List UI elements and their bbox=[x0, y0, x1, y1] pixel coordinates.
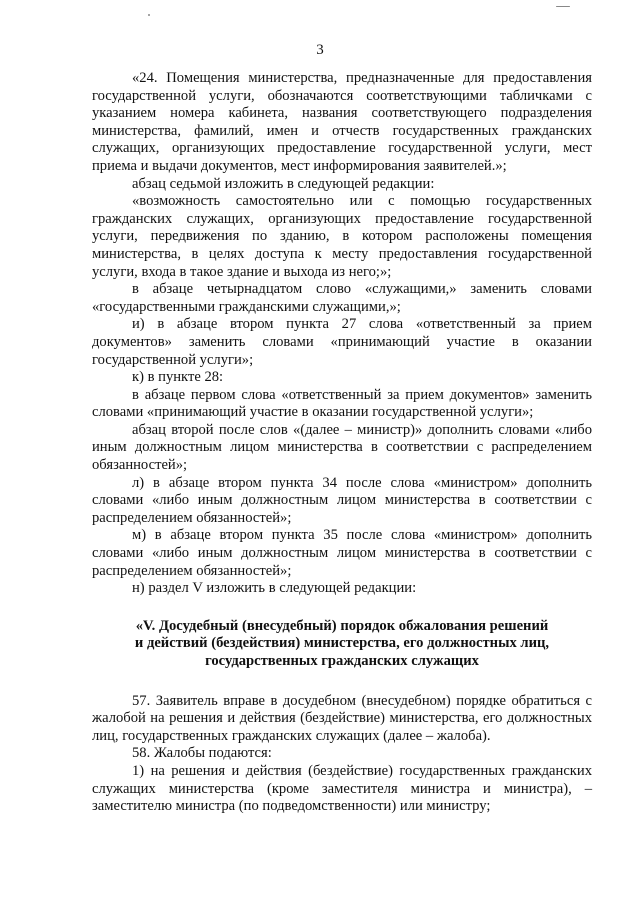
paragraph-57: 57. Заявитель вправе в досудебном (внесудебном) порядке обратиться с жалобой на решения и действия (бездействие) министерства, его должностных лиц, государственных гражданских служащих (далее – жалоба). bbox=[92, 692, 592, 744]
paragraph-item-n: н) раздел V изложить в следующей редакции: bbox=[132, 580, 417, 597]
paragraph-item-i: и) в абзаце втором пункта 27 слова «ответственный за прием документов» заменить словами «принимающий участие в оказании государственной услуги»; bbox=[92, 316, 592, 368]
paragraph-58-1: 1) на решения и действия (бездействие) государственных гражданских служащих министерства (кроме заместителя министра и министра), – заместителю министра (по подведомственности) или министру; bbox=[92, 762, 592, 815]
paragraph-item-k: к) в пункте 28: bbox=[132, 369, 224, 386]
section-heading-line: государственных гражданских служащих bbox=[205, 653, 479, 669]
paragraph-58: 58. Жалобы подаются: bbox=[132, 745, 272, 762]
section-heading-line: «V. Досудебный (внесудебный) порядок обжалования решений bbox=[135, 617, 549, 634]
section-heading-line: и действий (бездействия) министерства, его должностных лиц, bbox=[134, 635, 550, 652]
page-number: 3 bbox=[316, 42, 324, 58]
paragraph-accessibility: «возможность самостоятельно или с помощью государственных гражданских служащих, организующих предоставление государственной услуги, передвижения по зданию, в котором расположены помещения министерства, в целях доступа к месту предоставления государственной услуги, входа в такое здание и выхода из него;»; bbox=[92, 193, 592, 280]
section-heading bbox=[92, 618, 592, 671]
paragraph-24: «24. Помещения министерства, предназначенные для предоставления государственной услуги, обозначаются соответствующими табличками с указанием номера кабинета, названия соответствующего подразделения министерства, фамилий, имен и отчеств государственных гражданских служащих, организующих предоставление государственной услуги, мест приема и выдачи документов, мест информирования заявителей.»; bbox=[92, 70, 592, 174]
paragraph-k-second: абзац второй после слов «(далее – министр)» дополнить словами «либо иным должностным лицом министерства в соответствии с распределением обязанностей»; bbox=[92, 421, 592, 474]
paragraph-fourteenth: в абзаце четырнадцатом слово «служащими,» заменить словами «государственными гражданскими служащими,»; bbox=[92, 281, 592, 315]
paragraph-item-l: л) в абзаце втором пункта 34 после слова «министром» дополнить словами «либо иным должностным лицом министерства в соответствии с распределением обязанностей»; bbox=[92, 474, 592, 526]
document-body bbox=[92, 70, 592, 816]
scan-speck bbox=[556, 6, 570, 7]
scan-speck bbox=[148, 14, 150, 16]
paragraph-intro-seventh: абзац седьмой изложить в следующей редакции: bbox=[132, 175, 435, 192]
paragraph-item-m: м) в абзаце втором пункта 35 после слова «министром» дополнить словами «либо иным должностным лицом министерства в соответствии с распределением обязанностей»; bbox=[92, 527, 592, 579]
paragraph-k-first: в абзаце первом слова «ответственный за прием документов» заменить словами «принимающий участие в оказании государственной услуги»; bbox=[92, 386, 592, 421]
